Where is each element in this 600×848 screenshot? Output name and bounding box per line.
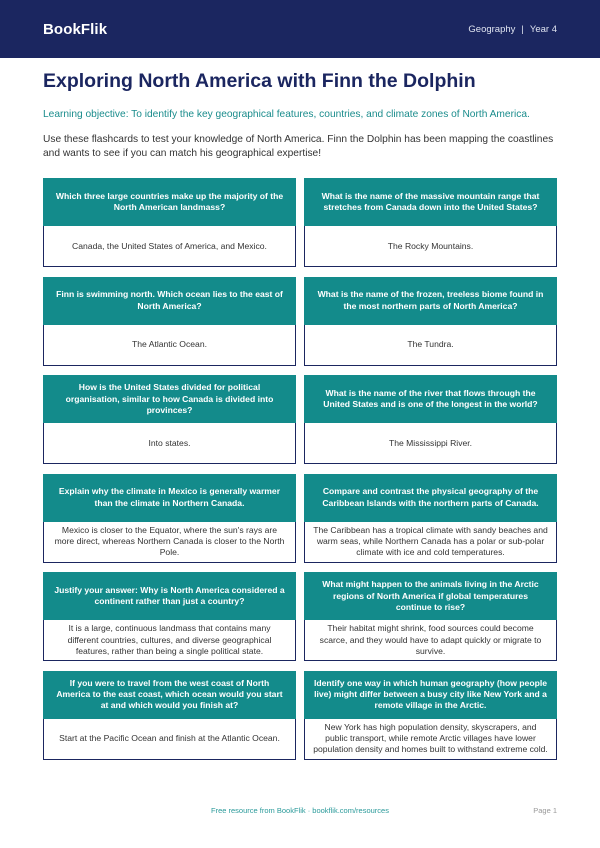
- flashcard[interactable]: [304, 572, 557, 671]
- page-number: Page 1: [533, 806, 557, 815]
- flashcard-answer: The Rocky Mountains.: [304, 226, 557, 267]
- flashcard-question: Justify your answer: Why is North America considered a continent rather than just a country?: [43, 572, 296, 620]
- flashcard[interactable]: [43, 572, 296, 671]
- flashcard-question: Finn is swimming north. Which ocean lies to the east of North America?: [43, 277, 296, 325]
- flashcard-question: Compare and contrast the physical geography of the Caribbean Islands with the northern parts of Canada.: [304, 474, 557, 522]
- flashcard[interactable]: [43, 671, 296, 770]
- flashcard-answer: It is a large, continuous landmass that contains many different countries, cultures, and diverse geographical features, rather than being a single political state.: [43, 620, 296, 661]
- flashcard[interactable]: [304, 474, 557, 573]
- separator: |: [521, 23, 524, 35]
- flashcard-grid: [43, 178, 557, 769]
- flashcard-question: Explain why the climate in Mexico is generally warmer than the climate in Northern Canada.: [43, 474, 296, 522]
- flashcard-question: If you were to travel from the west coast of North America to the east coast, which ocean would you start at and which would you finish at?: [43, 671, 296, 719]
- flashcard[interactable]: [43, 375, 296, 474]
- subject-year-label: [468, 24, 557, 35]
- intro-text: Use these flashcards to test your knowledge of North America. Finn the Dolphin has been mapping the coastlines and wants to see if you can match his geographical expertise!: [43, 133, 554, 160]
- flashcard[interactable]: [304, 375, 557, 474]
- flashcard-answer: Into states.: [43, 423, 296, 464]
- page-title: Exploring North America with Finn the Dolphin: [43, 70, 476, 92]
- top-bar: [0, 0, 600, 58]
- flashcard-answer: Mexico is closer to the Equator, where the sun's rays are more direct, whereas Northern Canada is closer to the North Pole.: [43, 522, 296, 563]
- worksheet-content: [0, 69, 600, 769]
- flashcard-answer: The Tundra.: [304, 325, 557, 366]
- flashcard[interactable]: [304, 671, 557, 770]
- flashcard-question: How is the United States divided for political organisation, similar to how Canada is divided into provinces?: [43, 375, 296, 423]
- flashcard-answer: The Caribbean has a tropical climate with sandy beaches and warm seas, while Northern Canada has a polar or sub-polar climate with ice and cold temperatures.: [304, 522, 557, 563]
- flashcard-answer: Canada, the United States of America, and Mexico.: [43, 226, 296, 267]
- learning-objective: Learning objective: To identify the key geographical features, countries, and climate zones of North America.: [43, 109, 530, 121]
- flashcard-question: What is the name of the massive mountain range that stretches from Canada down into the United States?: [304, 178, 557, 226]
- flashcard[interactable]: [43, 178, 296, 277]
- flashcard-answer: The Atlantic Ocean.: [43, 325, 296, 366]
- year-label: Year 4: [529, 23, 557, 35]
- flashcard-question: What might happen to the animals living in the Arctic regions of North America if global temperatures continue to rise?: [304, 572, 557, 620]
- page-footer: [0, 806, 600, 822]
- flashcard-question: Which three large countries make up the majority of the North American landmass?: [43, 178, 296, 226]
- flashcard-question: What is the name of the frozen, treeless biome found in the most northern parts of North America?: [304, 277, 557, 325]
- flashcard-answer: Their habitat might shrink, food sources could become scarce, and they would have to adapt quickly or migrate to survive.: [304, 620, 557, 661]
- flashcard[interactable]: [43, 277, 296, 376]
- flashcard-answer: New York has high population density, skyscrapers, and public transport, while remote Arctic villages have lower population density and homes built to withstand extreme cold.: [304, 719, 557, 760]
- subject-label: Geography: [468, 23, 516, 35]
- flashcard-answer: The Mississippi River.: [304, 423, 557, 464]
- flashcard-question: What is the name of the river that flows through the United States and is one of the longest in the world?: [304, 375, 557, 423]
- flashcard-question: Identify one way in which human geography (how people live) might differ between a busy city like New York and a remote village in the Arctic.: [304, 671, 557, 719]
- flashcard-answer: Start at the Pacific Ocean and finish at the Atlantic Ocean.: [43, 719, 296, 760]
- footer-credit-link[interactable]: Free resource from BookFlik · bookflik.com/resources: [211, 806, 389, 815]
- flashcard[interactable]: [304, 277, 557, 376]
- brand-logo[interactable]: BookFlik: [43, 20, 108, 38]
- flashcard[interactable]: [304, 178, 557, 277]
- flashcard[interactable]: [43, 474, 296, 573]
